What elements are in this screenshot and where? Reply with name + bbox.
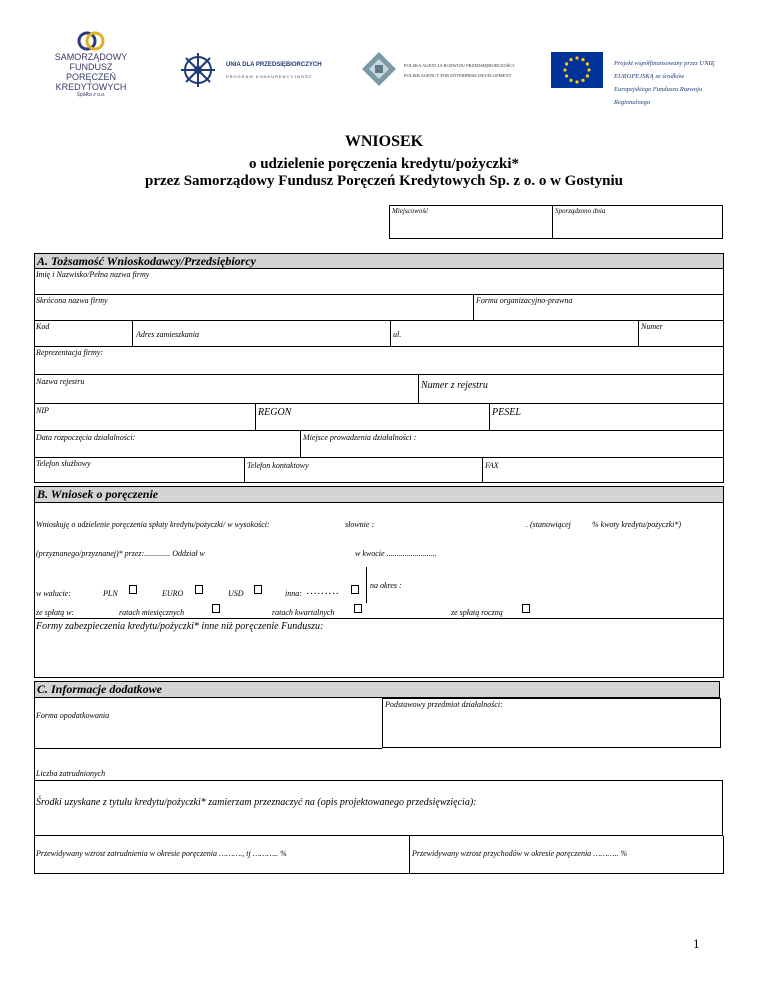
purpose-box [34, 780, 723, 836]
parp-line2: POLISH AGENCY FOR ENTERPRISE DEVELOPMENT [404, 73, 512, 78]
section-c-heading: C. Informacje dodatkowe [34, 681, 720, 698]
annual-checkbox[interactable] [522, 604, 530, 613]
eu-flag [551, 52, 603, 88]
unia-logo [178, 50, 348, 90]
usd-checkbox[interactable] [254, 585, 262, 594]
sfpk-line2: FUNDUSZ [69, 62, 113, 72]
section-b-heading: B. Wniosek o poręczenie [34, 486, 724, 503]
pesel-label: PESEL [492, 407, 521, 418]
unia-line2: PROGRAM KONKURENCYJNOŚĆ [226, 74, 313, 79]
address-label: Adres zamieszkania [136, 330, 200, 339]
quarterly-label: ratach kwartalnych [272, 608, 335, 617]
other-label: inna: [285, 589, 302, 598]
eu-line1: Projekt współfinansowany przez UNIĘ [614, 60, 715, 67]
parp-line1: POLSKA AGENCJA ROZWOJU PRZEDSIĘBIORCZOŚCI [404, 63, 514, 68]
other-dots[interactable]: ……… [306, 585, 339, 597]
employees-label: Liczba zatrudnionych [36, 769, 106, 778]
currency-label: w walucie: [36, 589, 71, 598]
collateral-label: Formy zabezpieczenia kredytu/pożyczki* inne niż poręczenie Funduszu: [36, 621, 324, 632]
code-label: Kod [36, 322, 50, 331]
parp-logo [360, 50, 540, 90]
euro-label: EURO [162, 589, 184, 598]
street-label: ul. [393, 330, 402, 339]
period-label: na okres : [370, 581, 402, 590]
ship-wheel-icon [178, 50, 218, 90]
monthly-checkbox[interactable] [212, 604, 220, 613]
unia-line1: UNIA DLA PRZEDSIĘBIORCZYCH [226, 62, 322, 68]
repayment-label: ze spłatą w: [36, 608, 75, 617]
regon-label: REGON [258, 407, 292, 418]
eu-stars-icon [551, 52, 603, 88]
employment-growth-label: Przewidywany wzrost zatrudnienia w okresie poręczenia ………., tj ……….. % [36, 849, 287, 858]
start-date-label: Data rozpoczęcia działalności: [36, 433, 136, 442]
date-field[interactable] [554, 216, 722, 238]
pln-checkbox[interactable] [129, 585, 137, 594]
request-label: Wnioskuję o udzielenie poręczenia spłaty kredytu/pożyczki/ w wysokości: [36, 520, 270, 529]
revenue-growth-label: Przewidywany wzrost przychodów w okresie poręczenia ……….. % [412, 849, 628, 858]
constituting-label: . (stanowiącej [526, 520, 571, 529]
eu-line4: Regionalnego [614, 99, 651, 106]
eu-text [614, 57, 715, 109]
short-name-label: Skrócona nazwa firmy [36, 296, 108, 305]
section-a-heading: A. Tożsamość Wnioskodawcy/Przedsiębiorcy [34, 253, 724, 269]
title-line3: przez Samorządowy Fundusz Poręczeń Kredytowych Sp. z o. o w Gostyniu [144, 173, 624, 189]
other-checkbox[interactable] [351, 585, 359, 594]
usd-label: USD [228, 589, 244, 598]
quarterly-checkbox[interactable] [354, 604, 362, 613]
place-field[interactable] [390, 216, 550, 238]
business-place-label: Miejsce prowadzenia działalności : [303, 433, 417, 442]
granted-label: (przyznanego/przyznanej)* przez:............. Oddział w [36, 549, 205, 558]
sfpk-emblem-icon [76, 30, 106, 52]
monthly-label: ratach miesięcznych [119, 608, 185, 617]
parp-emblem-icon [360, 50, 398, 88]
place-label: Miejscowość [392, 207, 429, 215]
nip-label: NIP [36, 406, 49, 415]
register-name-label: Nazwa rejestru [36, 377, 85, 386]
taxation-label: Forma opodatkowania [36, 711, 110, 720]
pln-label: PLN [103, 589, 118, 598]
date-label: Sporządzono dnia [555, 207, 606, 215]
eu-line3: Europejskiego Funduszu Rozwoju [614, 86, 703, 93]
phone-contact-label: Telefon kontaktowy [247, 461, 309, 470]
euro-checkbox[interactable] [195, 585, 203, 594]
collateral-field[interactable] [36, 634, 722, 676]
register-number-label: Numer z rejestru [421, 380, 488, 391]
section-a-grid [34, 268, 724, 483]
page-number: 1 [693, 936, 700, 951]
phone-office-label: Telefon służbowy [36, 459, 91, 468]
full-name-field[interactable] [35, 280, 723, 293]
representation-label: Reprezentacja firmy: [36, 348, 104, 357]
legal-form-label: Forma organizacyjno-prawna [476, 296, 573, 305]
title-main: WNIOSEK [344, 133, 424, 150]
amount-label: w kwocie ......................... [355, 549, 437, 558]
title-line2: o udzielenie poręczenia kredytu/pożyczki* [248, 156, 520, 172]
sfpk-line4: KREDYTOWYCH [55, 82, 127, 92]
sfpk-logo [48, 30, 134, 116]
full-name-label: Imię i Nazwisko/Pełna nazwa firmy [36, 270, 150, 279]
sfpk-line5: Spółka z o.o. [76, 92, 106, 98]
purpose-label: Środki uzyskane z tytułu kredytu/pożyczki* zamierzam przeznaczyć na (opis projektowanego przedsięwzięcia): [36, 797, 477, 808]
sfpk-line3: PORĘCZEŃ [65, 72, 116, 82]
main-activity-label: Podstawowy przedmiot działalności: [385, 700, 503, 709]
number-label: Numer [641, 322, 663, 331]
annual-label: ze spłatą roczną [451, 608, 503, 617]
percent-label: % kwoty kredytu/pożyczki*) [592, 520, 682, 529]
sfpk-line1: SAMORZĄDOWY [54, 52, 128, 62]
in-words-label: słownie : [345, 520, 375, 529]
eu-line2: EUROPEJSKĄ ze środków [614, 73, 685, 80]
fax-label: FAX [485, 461, 499, 470]
